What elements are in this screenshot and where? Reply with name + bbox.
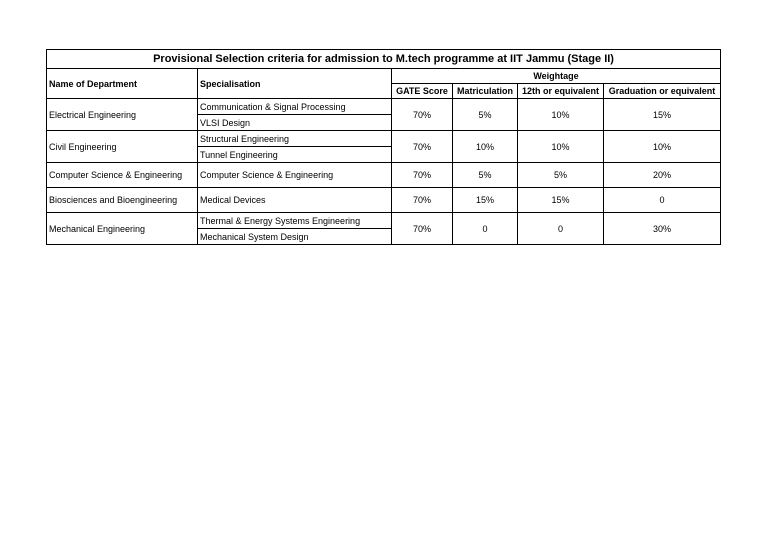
specialisation-cell: Tunnel Engineering	[198, 147, 392, 163]
twelfth-cell: 10%	[518, 99, 604, 131]
twelfth-cell: 0	[518, 213, 604, 245]
gate-score-cell: 70%	[392, 188, 453, 213]
department-cell: Civil Engineering	[47, 131, 198, 163]
specialisation-cell: Structural Engineering	[198, 131, 392, 147]
specialisation-cell: Computer Science & Engineering	[198, 163, 392, 188]
department-cell: Mechanical Engineering	[47, 213, 198, 245]
graduation-cell: 15%	[604, 99, 721, 131]
twelfth-cell: 10%	[518, 131, 604, 163]
twelfth-cell: 15%	[518, 188, 604, 213]
matriculation-cell: 5%	[453, 99, 518, 131]
weightage-header: Weightage	[392, 69, 721, 84]
specialisation-cell: Thermal & Energy Systems Engineering	[198, 213, 392, 229]
table-title: Provisional Selection criteria for admission to M.tech programme at IIT Jammu (Stage II)	[47, 50, 721, 69]
graduation-header: Graduation or equivalent	[604, 84, 721, 99]
department-cell: Computer Science & Engineering	[47, 163, 198, 188]
header-row-1	[47, 69, 721, 84]
twelfth-header: 12th or equivalent	[518, 84, 604, 99]
gate-score-header: GATE Score	[392, 84, 453, 99]
gate-score-cell: 70%	[392, 131, 453, 163]
specialisation-header: Specialisation	[198, 69, 392, 99]
gate-score-cell: 70%	[392, 99, 453, 131]
matriculation-header: Matriculation	[453, 84, 518, 99]
gate-score-cell: 70%	[392, 213, 453, 245]
matriculation-cell: 0	[453, 213, 518, 245]
selection-criteria-table	[46, 49, 721, 245]
specialisation-cell: Medical Devices	[198, 188, 392, 213]
specialisation-cell: Communication & Signal Processing	[198, 99, 392, 115]
title-row	[47, 50, 721, 69]
matriculation-cell: 15%	[453, 188, 518, 213]
table-row	[47, 213, 721, 229]
twelfth-cell: 5%	[518, 163, 604, 188]
matriculation-cell: 5%	[453, 163, 518, 188]
graduation-cell: 0	[604, 188, 721, 213]
graduation-cell: 30%	[604, 213, 721, 245]
table-row	[47, 163, 721, 188]
specialisation-cell: VLSI Design	[198, 115, 392, 131]
table-row	[47, 99, 721, 115]
gate-score-cell: 70%	[392, 163, 453, 188]
graduation-cell: 20%	[604, 163, 721, 188]
department-cell: Biosciences and Bioengineering	[47, 188, 198, 213]
matriculation-cell: 10%	[453, 131, 518, 163]
table-row	[47, 131, 721, 147]
graduation-cell: 10%	[604, 131, 721, 163]
specialisation-cell: Mechanical System Design	[198, 229, 392, 245]
department-header: Name of Department	[47, 69, 198, 99]
department-cell: Electrical Engineering	[47, 99, 198, 131]
table-row	[47, 188, 721, 213]
